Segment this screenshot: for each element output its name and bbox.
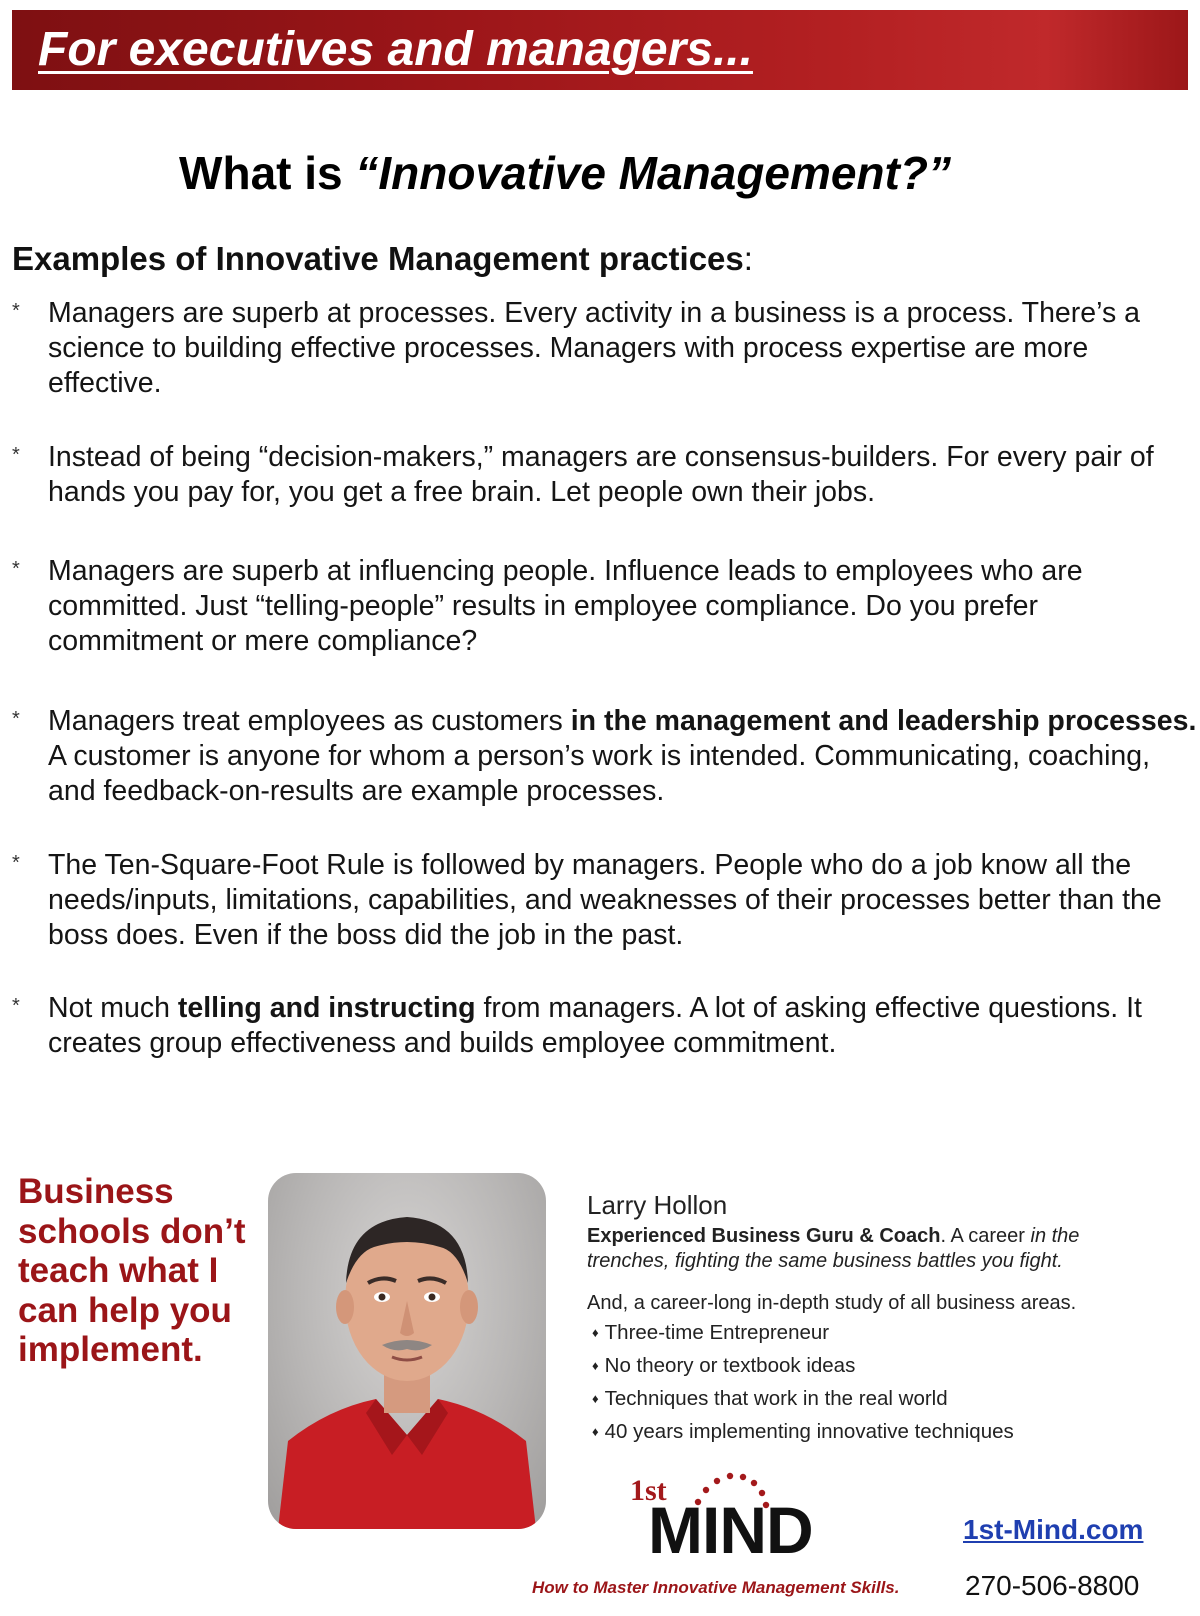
1st-mind-logo xyxy=(628,1472,848,1582)
bio-item-text: Three-time Entrepreneur xyxy=(604,1321,830,1344)
header-banner xyxy=(12,10,1188,90)
bio-item-text: 40 years implementing innovative techniques xyxy=(604,1420,1014,1443)
bullet-marker: * xyxy=(12,852,20,874)
bullet-marker: * xyxy=(12,708,20,730)
section-heading-text: Examples of Innovative Management practices xyxy=(12,240,744,277)
bio-title-italic: in the trenches, fighting the same business battles you fight. xyxy=(587,1225,1080,1272)
portrait-illustration xyxy=(268,1173,546,1529)
list-item-text-pre: Managers treat employees as customers xyxy=(48,705,571,737)
bio-highlights xyxy=(592,1321,1014,1453)
list-item-text-bold: telling and instructing xyxy=(177,992,476,1024)
bullet-marker: * xyxy=(12,995,20,1017)
bio-item-text: No theory or textbook ideas xyxy=(604,1354,856,1377)
title-emphasis: “Innovative Management?” xyxy=(355,147,951,199)
list-item-text xyxy=(48,704,1198,809)
list-item-text xyxy=(48,991,1198,1061)
list-item-text: The Ten-Square-Foot Rule is followed by managers. People who do a job know all the needs/inputs, limitations, capabilities, and weaknesses of their processes better than the boss does. Even if the boss did the job in the past. xyxy=(48,849,1162,951)
bullet-marker: * xyxy=(12,558,20,580)
diamond-bullet-icon: ♦ xyxy=(592,1391,599,1406)
phone-number: 270-506-8800 xyxy=(965,1570,1140,1601)
bio-item-text: Techniques that work in the real world xyxy=(604,1387,948,1410)
diamond-bullet-icon: ♦ xyxy=(592,1325,599,1340)
logo-first: 1st xyxy=(630,1474,667,1507)
section-heading-colon: : xyxy=(743,240,753,277)
logo-mind: MIND xyxy=(648,1493,813,1567)
list-item xyxy=(592,1321,1014,1354)
banner-title: For executives and managers... xyxy=(38,23,753,76)
section-heading xyxy=(12,240,753,278)
website-link[interactable]: 1st-Mind.com xyxy=(963,1514,1144,1545)
list-item-text-pre: Not much xyxy=(48,992,178,1024)
title-prefix: What is xyxy=(179,147,356,199)
bio-title-bold: Experienced Business Guru & Coach xyxy=(587,1225,941,1247)
bullet-marker: * xyxy=(12,444,20,466)
bio-name: Larry Hollon xyxy=(587,1190,728,1220)
list-item-text: Managers are superb at influencing people. Influence leads to employees who are committed. Just “telling-people” results in employee compliance. Do you prefer commitment or mere compliance? xyxy=(48,555,1083,657)
bullet-marker: * xyxy=(12,300,20,322)
list-item xyxy=(592,1354,1014,1387)
list-item xyxy=(592,1387,1014,1420)
list-item-text-post: A customer is anyone for whom a person’s work is intended. Communicating, coaching, and feedback-on-results are example processes. xyxy=(48,740,1151,807)
list-item-text: Managers are superb at processes. Every activity in a business is a process. There’s a science to building effective processes. Managers with process expertise are more effective. xyxy=(48,297,1140,399)
logo-tagline: How to Master Innovative Management Skills. xyxy=(532,1578,900,1597)
list-item-text-post: from managers. A lot of asking effective questions. It creates group effectiveness and builds employee commitment. xyxy=(48,992,1142,1059)
bio-description xyxy=(587,1224,1167,1274)
bio-study: And, a career-long in-depth study of all business areas. xyxy=(587,1292,1077,1314)
diamond-bullet-icon: ♦ xyxy=(592,1358,599,1373)
list-item-text: Instead of being “decision-makers,” managers are consensus-builders. For every pair of hands you pay for, you get a free brain. Let people own their jobs. xyxy=(48,441,1154,508)
list-item xyxy=(592,1420,1014,1453)
diamond-bullet-icon: ♦ xyxy=(592,1424,599,1439)
bio-title-rest: . A career xyxy=(940,1225,1031,1247)
portrait-photo xyxy=(268,1173,546,1529)
list-item-text-bold: in the management and leadership processes. xyxy=(570,705,1197,737)
business-schools-callout: Business schools don’t teach what I can help you implement. xyxy=(18,1172,246,1369)
page-title xyxy=(0,146,1130,200)
